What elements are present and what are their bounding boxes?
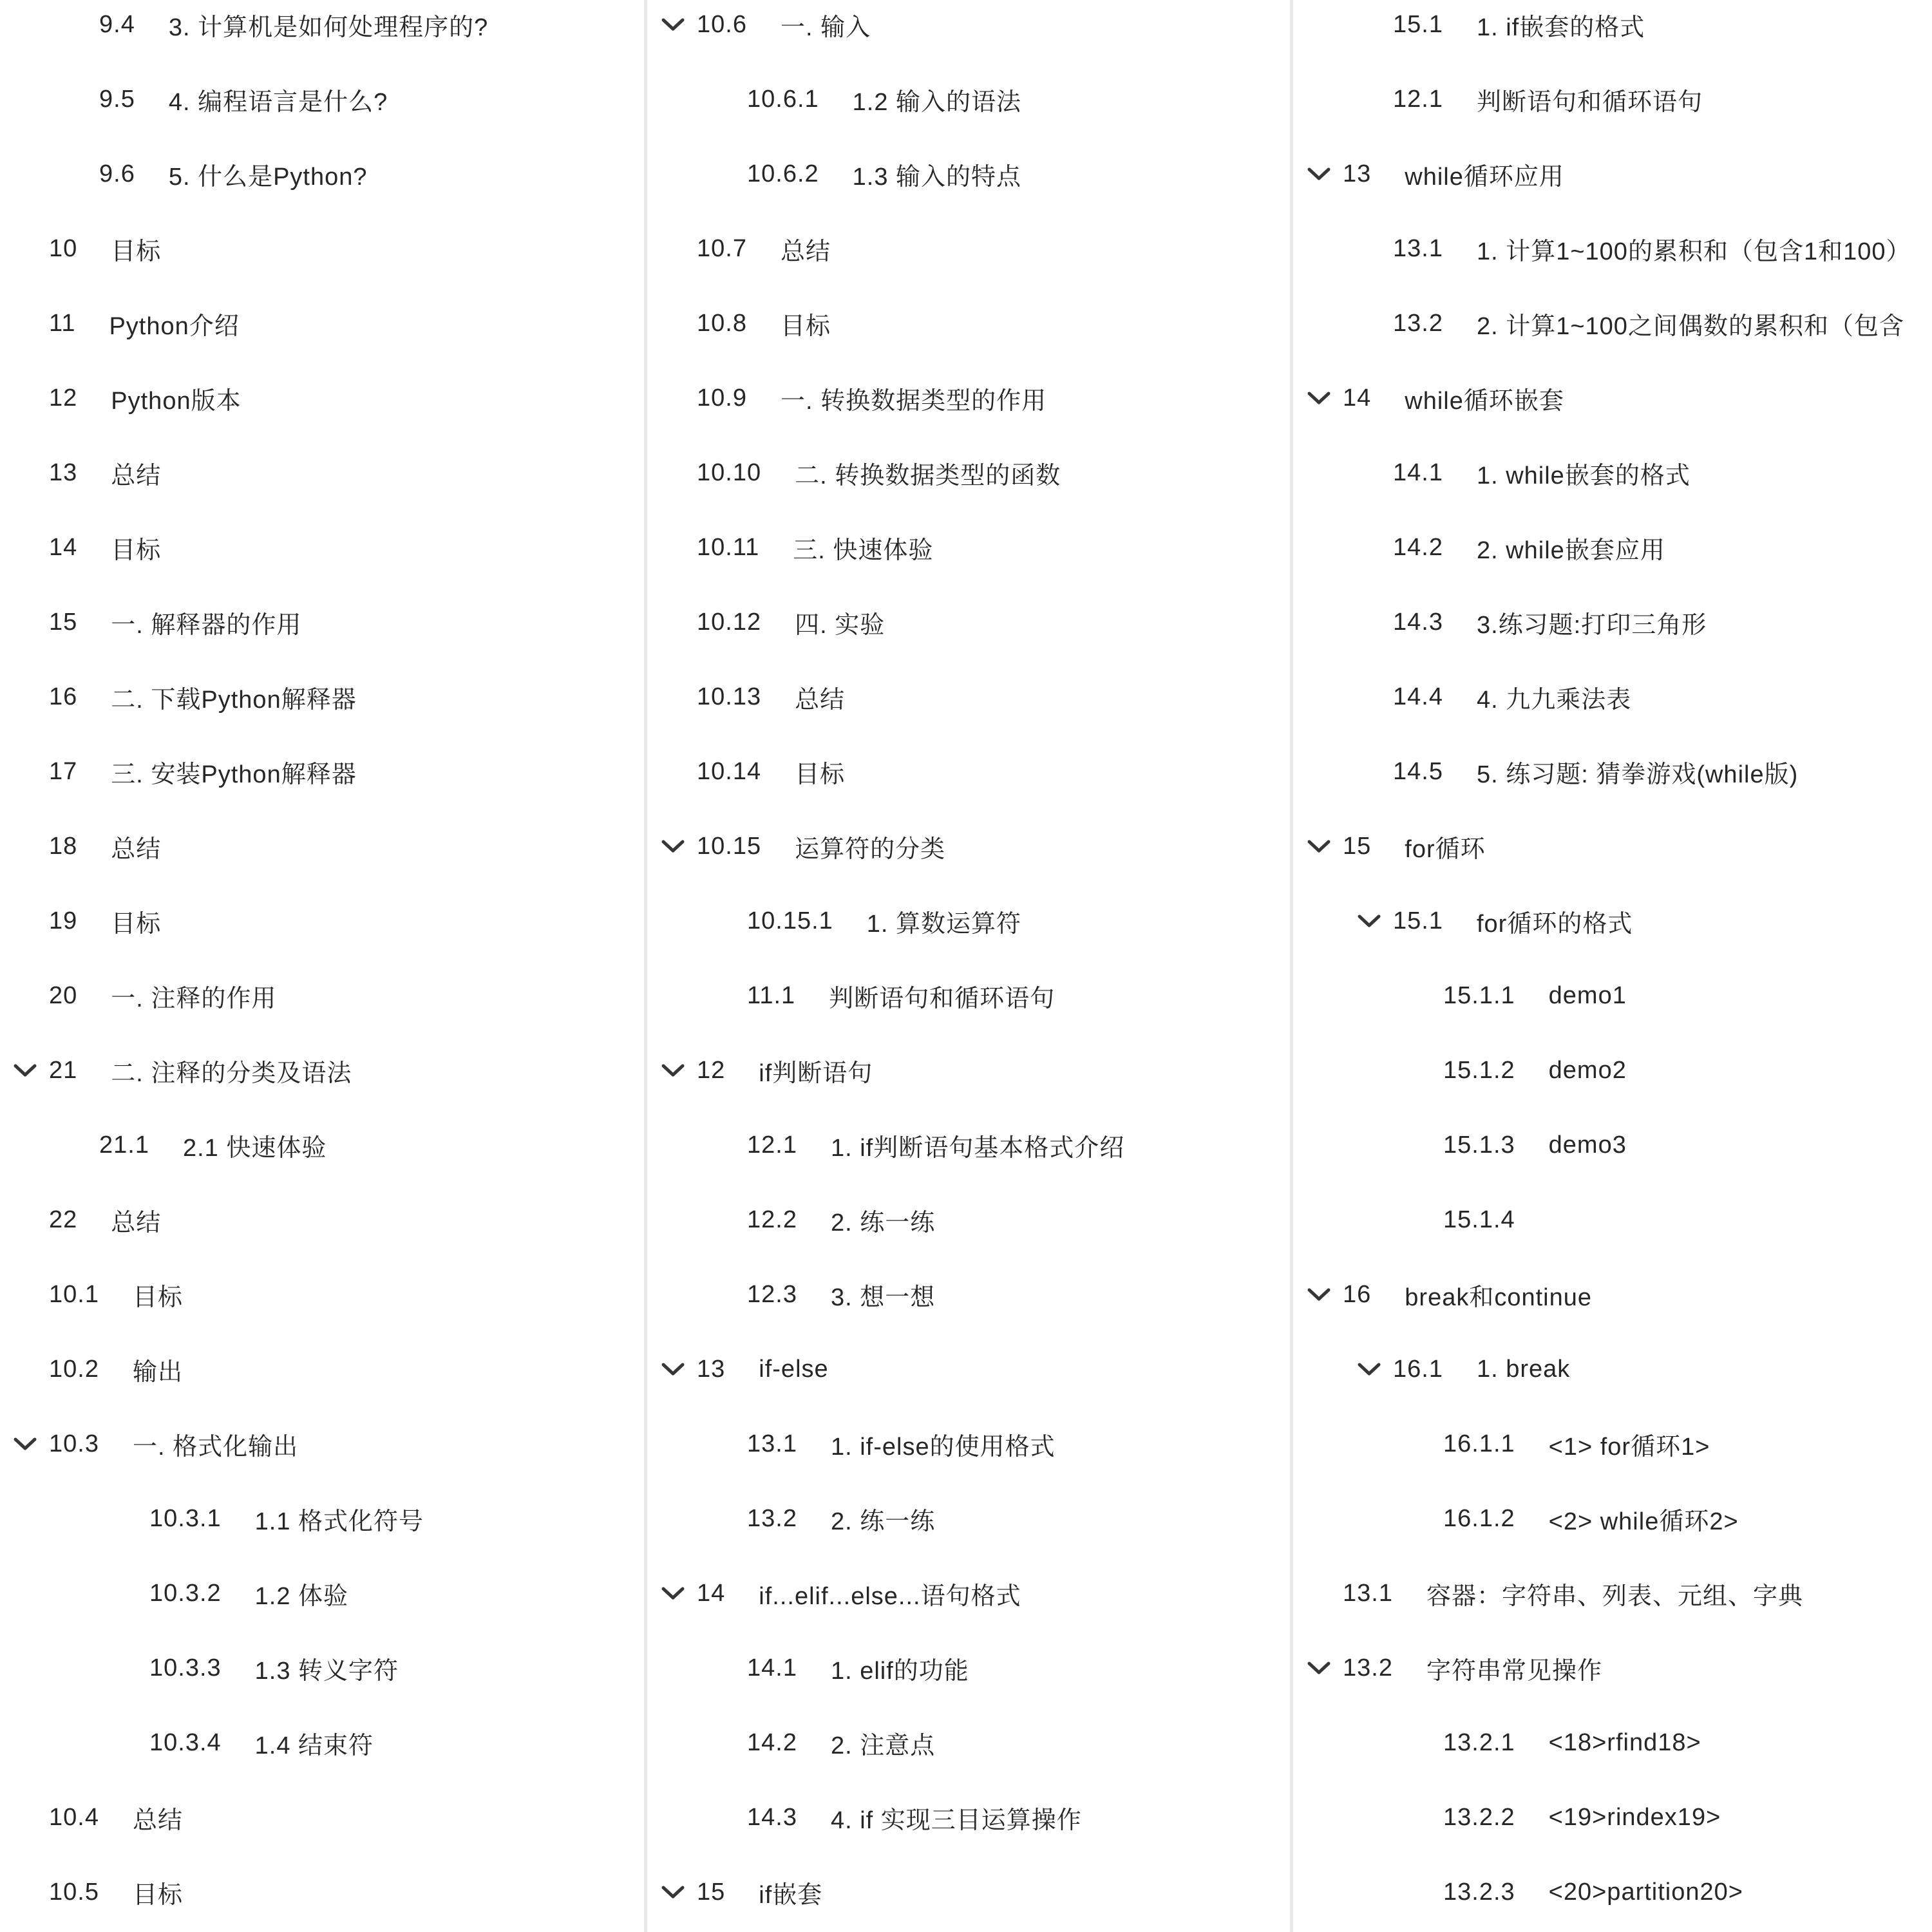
item-title: if判断语句 — [759, 1059, 873, 1087]
item-number: 12 — [49, 384, 78, 412]
outline-item[interactable] — [648, 1855, 1289, 1929]
outline-item[interactable] — [1294, 361, 1932, 435]
item-title: 总结 — [132, 1806, 183, 1834]
item-number: 13.2.2 — [1443, 1803, 1515, 1831]
item-number: 17 — [49, 757, 78, 785]
item-title: <1> for循环1> — [1548, 1433, 1710, 1461]
outline-item[interactable] — [1294, 734, 1932, 809]
outline-item[interactable] — [648, 62, 1289, 137]
outline-item[interactable] — [0, 734, 644, 809]
outline-item[interactable] — [1294, 1108, 1932, 1182]
outline-item[interactable] — [1294, 1631, 1932, 1705]
chevron-down-icon[interactable] — [1307, 166, 1331, 182]
item-title: if嵌套 — [759, 1881, 823, 1909]
item-number: 14.4 — [1393, 683, 1443, 710]
item-number: 10.13 — [697, 683, 762, 710]
outline-item[interactable] — [0, 1182, 644, 1257]
item-number: 16.1.2 — [1443, 1504, 1515, 1532]
item-title: while循环嵌套 — [1405, 387, 1564, 415]
item-title: 4. 编程语言是什么? — [168, 88, 388, 116]
item-number: 10.15.1 — [747, 907, 833, 934]
item-title: 目标 — [795, 761, 846, 788]
item-title: 4. 九九乘法表 — [1476, 686, 1632, 714]
outline-item[interactable] — [648, 1108, 1289, 1182]
outline-item[interactable] — [0, 361, 644, 435]
item-title: 总结 — [111, 835, 162, 863]
item-title: 1.4 结束符 — [254, 1732, 374, 1759]
outline-item[interactable] — [1294, 0, 1932, 62]
item-title: 二. 下载Python解释器 — [111, 686, 357, 714]
item-number: 18 — [49, 832, 78, 860]
outline-item[interactable] — [0, 1108, 644, 1182]
item-number: 9.4 — [99, 10, 135, 38]
item-title: for循环的格式 — [1476, 910, 1633, 938]
item-title: 二. 注释的分类及语法 — [111, 1059, 352, 1087]
chevron-down-icon[interactable] — [661, 1062, 685, 1079]
item-title: 总结 — [111, 462, 162, 489]
item-title: 一. 解释器的作用 — [111, 611, 302, 639]
outline-item[interactable] — [648, 137, 1289, 211]
outline-item[interactable] — [0, 585, 644, 659]
outline-item[interactable] — [1294, 1182, 1932, 1257]
outline-item[interactable] — [1294, 1257, 1932, 1332]
item-title: <2> while循环2> — [1548, 1508, 1739, 1535]
item-title: 1. 算数运算符 — [866, 910, 1022, 938]
outline-item[interactable] — [1294, 809, 1932, 884]
item-title: 目标 — [111, 910, 162, 938]
item-title: 4. if 实现三目运算操作 — [830, 1806, 1082, 1834]
item-number: 15 — [49, 608, 78, 636]
item-number: 16 — [1343, 1280, 1372, 1308]
outline-item[interactable] — [1294, 1033, 1932, 1108]
outline-item[interactable] — [648, 510, 1289, 585]
item-title: demo3 — [1548, 1131, 1627, 1159]
chevron-down-icon[interactable] — [1307, 390, 1331, 406]
outline-item[interactable] — [0, 958, 644, 1033]
outline-item[interactable] — [0, 1481, 644, 1556]
outline-item[interactable] — [0, 1631, 644, 1705]
chevron-down-icon[interactable] — [13, 1435, 37, 1452]
item-title: 3. 想一想 — [830, 1283, 936, 1311]
outline-item[interactable] — [0, 1556, 644, 1631]
item-number: 15.1.4 — [1443, 1206, 1515, 1233]
item-title: 1. if判断语句基本格式介绍 — [830, 1134, 1125, 1162]
item-number: 15 — [697, 1878, 726, 1906]
item-number: 12.3 — [747, 1280, 797, 1308]
item-title: 总结 — [795, 686, 846, 714]
item-number: 10.5 — [49, 1878, 99, 1906]
item-number: 10 — [49, 234, 78, 262]
outline-item[interactable] — [648, 1332, 1289, 1406]
item-title: 运算符的分类 — [795, 835, 946, 863]
item-number: 14.3 — [747, 1803, 797, 1831]
outline-item[interactable] — [1294, 585, 1932, 659]
item-number: 14 — [1343, 384, 1372, 412]
column-divider — [644, 0, 647, 1932]
outline-item[interactable] — [1294, 1481, 1932, 1556]
item-title: while循环应用 — [1405, 163, 1564, 191]
outline-item[interactable] — [0, 659, 644, 734]
item-number: 10.6.2 — [747, 160, 819, 187]
outline-item[interactable] — [1294, 1556, 1932, 1631]
outline-item[interactable] — [1294, 211, 1932, 286]
chevron-down-icon[interactable] — [661, 1884, 685, 1900]
item-title: <18>rfind18> — [1548, 1728, 1701, 1756]
item-title: 判断语句和循环语句 — [1476, 88, 1703, 116]
item-title: for循环 — [1405, 835, 1486, 863]
item-number: 10.4 — [49, 1803, 99, 1831]
item-title: 3.练习题:打印三角形 — [1476, 611, 1707, 639]
item-number: 21 — [49, 1056, 78, 1084]
item-title: 目标 — [111, 536, 162, 564]
item-title: 1. elif的功能 — [830, 1657, 969, 1685]
outline-item[interactable] — [648, 1481, 1289, 1556]
item-number: 14.3 — [1393, 608, 1443, 636]
outline-item[interactable] — [1294, 286, 1932, 361]
item-number: 14 — [697, 1579, 726, 1607]
outline-item[interactable] — [648, 1033, 1289, 1108]
outline-item[interactable] — [648, 0, 1289, 62]
outline-item[interactable] — [648, 659, 1289, 734]
item-number: 10.7 — [697, 234, 747, 262]
item-title: 2. 计算1~100之间偶数的累积和（包含 — [1476, 312, 1904, 340]
item-number: 10.3 — [49, 1430, 99, 1457]
outline-item[interactable] — [648, 1182, 1289, 1257]
outline-item[interactable] — [1294, 1855, 1932, 1929]
outline-item[interactable] — [648, 1406, 1289, 1481]
item-number: 13.2 — [747, 1504, 797, 1532]
chevron-down-icon[interactable] — [1307, 1660, 1331, 1676]
item-number: 10.10 — [697, 459, 762, 486]
chevron-down-icon[interactable] — [661, 1585, 685, 1602]
outline-item[interactable] — [0, 1855, 644, 1929]
outline-item[interactable] — [648, 734, 1289, 809]
chevron-down-icon[interactable] — [661, 16, 685, 33]
outline-item[interactable] — [1294, 1780, 1932, 1855]
item-title: 三. 安装Python解释器 — [111, 761, 357, 788]
item-number: 13.2.1 — [1443, 1728, 1515, 1756]
item-title: 目标 — [132, 1881, 183, 1909]
outline-item[interactable] — [0, 1780, 644, 1855]
item-number: 13.2.3 — [1443, 1878, 1515, 1906]
outline-item[interactable] — [648, 958, 1289, 1033]
item-number: 21.1 — [99, 1131, 149, 1159]
outline-item[interactable] — [0, 809, 644, 884]
item-number: 10.8 — [697, 309, 747, 337]
item-title: if...elif...else...语句格式 — [759, 1582, 1021, 1610]
item-number: 10.6.1 — [747, 85, 819, 113]
outline-item[interactable] — [648, 211, 1289, 286]
item-number: 10.15 — [697, 832, 762, 860]
outline-item[interactable] — [1294, 510, 1932, 585]
item-number: 15.1.3 — [1443, 1131, 1515, 1159]
item-number: 14.2 — [1393, 533, 1443, 561]
item-number: 10.3.1 — [149, 1504, 222, 1532]
item-title: 判断语句和循环语句 — [829, 985, 1056, 1012]
item-number: 13.2 — [1393, 309, 1443, 337]
item-title: 1. break — [1476, 1355, 1571, 1383]
outline-item[interactable] — [1294, 1406, 1932, 1481]
chevron-down-icon[interactable] — [1307, 1286, 1331, 1303]
item-title: 一. 格式化输出 — [132, 1433, 299, 1461]
item-number: 14 — [49, 533, 78, 561]
outline-item[interactable] — [648, 585, 1289, 659]
item-title: 总结 — [780, 238, 831, 265]
item-title: 一. 注释的作用 — [111, 985, 277, 1012]
outline-item[interactable] — [648, 1631, 1289, 1705]
outline-item[interactable] — [648, 809, 1289, 884]
item-number: 10.14 — [697, 757, 762, 785]
item-title: 1.3 输入的特点 — [852, 163, 1022, 191]
item-number: 19 — [49, 907, 78, 934]
item-title: demo2 — [1548, 1056, 1627, 1084]
outline-item[interactable] — [0, 211, 644, 286]
item-title: <20>partition20> — [1548, 1878, 1743, 1906]
outline-item[interactable] — [0, 1705, 644, 1780]
chevron-down-icon[interactable] — [1357, 1361, 1381, 1378]
item-title: Python版本 — [111, 387, 242, 415]
item-number: 9.6 — [99, 160, 135, 187]
outline-item[interactable] — [0, 0, 644, 62]
item-title: 1. if嵌套的格式 — [1476, 14, 1645, 41]
outline-item[interactable] — [0, 286, 644, 361]
item-title: 1. while嵌套的格式 — [1476, 462, 1690, 489]
item-title: 2. while嵌套应用 — [1476, 536, 1665, 564]
item-number: 11 — [49, 309, 76, 337]
outline-item[interactable] — [1294, 1705, 1932, 1780]
outline-item[interactable] — [0, 435, 644, 510]
outline-item[interactable] — [0, 1332, 644, 1406]
item-number: 13.1 — [747, 1430, 797, 1457]
item-number: 10.12 — [697, 608, 762, 636]
item-number: 11.1 — [747, 981, 796, 1009]
item-number: 10.11 — [697, 533, 760, 561]
item-number: 10.3.3 — [149, 1654, 222, 1681]
item-number: 14.1 — [1393, 459, 1443, 486]
item-number: 14.1 — [747, 1654, 797, 1681]
outline-item[interactable] — [648, 435, 1289, 510]
outline-column-2 — [648, 0, 1289, 1932]
item-number: 10.3.2 — [149, 1579, 222, 1607]
item-title: demo1 — [1548, 981, 1627, 1009]
item-number: 16 — [49, 683, 78, 710]
item-number: 10.2 — [49, 1355, 99, 1383]
item-number: 14.2 — [747, 1728, 797, 1756]
item-title: 2. 练一练 — [830, 1508, 936, 1535]
item-title: 目标 — [132, 1283, 183, 1311]
outline-item[interactable] — [648, 1780, 1289, 1855]
item-number: 13 — [697, 1355, 726, 1383]
chevron-down-icon[interactable] — [661, 1361, 685, 1378]
item-number: 15.1 — [1393, 10, 1443, 38]
item-title: 字符串常见操作 — [1426, 1657, 1602, 1685]
outline-item[interactable] — [648, 1257, 1289, 1332]
item-title: <19>rindex19> — [1548, 1803, 1721, 1831]
item-title: 一. 转换数据类型的作用 — [780, 387, 1047, 415]
item-number: 12.1 — [747, 1131, 797, 1159]
outline-item[interactable] — [648, 1556, 1289, 1631]
item-number: 20 — [49, 981, 78, 1009]
item-number: 10.1 — [49, 1280, 99, 1308]
outline-item[interactable] — [648, 1705, 1289, 1780]
item-number: 13.2 — [1343, 1654, 1393, 1681]
item-title: 容器：字符串、列表、元组、字典 — [1426, 1582, 1803, 1610]
outline-item[interactable] — [0, 137, 644, 211]
item-title: 目标 — [111, 238, 162, 265]
item-number: 15 — [1343, 832, 1372, 860]
outline-item[interactable] — [0, 884, 644, 958]
item-title: 1.1 格式化符号 — [254, 1508, 424, 1535]
item-number: 16.1.1 — [1443, 1430, 1515, 1457]
item-number: 13 — [49, 459, 78, 486]
item-number: 14.5 — [1393, 757, 1443, 785]
outline-item[interactable] — [1294, 659, 1932, 734]
item-title: 二. 转换数据类型的函数 — [795, 462, 1061, 489]
item-title: 5. 练习题: 猜拳游戏(while版) — [1476, 761, 1799, 788]
item-number: 15.1 — [1393, 907, 1443, 934]
item-title: 总结 — [111, 1209, 162, 1236]
item-number: 9.5 — [99, 85, 135, 113]
item-title: Python介绍 — [109, 312, 240, 340]
outline-item[interactable] — [0, 62, 644, 137]
outline-item[interactable] — [0, 1033, 644, 1108]
item-number: 15.1.1 — [1443, 981, 1515, 1009]
item-number: 13 — [1343, 160, 1372, 187]
outline-column-1 — [0, 0, 644, 1932]
item-title: if-else — [759, 1355, 829, 1383]
item-number: 13.1 — [1393, 234, 1443, 262]
chevron-down-icon[interactable] — [13, 1062, 37, 1079]
outline-item[interactable] — [0, 510, 644, 585]
item-number: 22 — [49, 1206, 78, 1233]
item-title: 1. if-else的使用格式 — [830, 1433, 1056, 1461]
item-number: 10.6 — [697, 10, 747, 38]
outline-item[interactable] — [1294, 884, 1932, 958]
item-title: 目标 — [780, 312, 831, 340]
item-title: 2.1 快速体验 — [182, 1134, 327, 1162]
item-number: 16.1 — [1393, 1355, 1443, 1383]
item-title: 3. 计算机是如何处理程序的? — [168, 14, 489, 41]
item-number: 13.1 — [1343, 1579, 1393, 1607]
item-title: 1.2 体验 — [254, 1582, 349, 1610]
item-number: 10.3.4 — [149, 1728, 222, 1756]
item-number: 12.2 — [747, 1206, 797, 1233]
outline-column-3 — [1294, 0, 1932, 1932]
item-title: 1. 计算1~100的累积和（包含1和100） — [1476, 238, 1911, 265]
item-number: 12 — [697, 1056, 726, 1084]
item-title: 5. 什么是Python? — [168, 163, 368, 191]
item-title: 1.3 转义字符 — [254, 1657, 399, 1685]
chevron-down-icon[interactable] — [1307, 838, 1331, 855]
item-title: 2. 注意点 — [830, 1732, 936, 1759]
outline-item[interactable] — [1294, 958, 1932, 1033]
item-number: 10.9 — [697, 384, 747, 412]
outline-item[interactable] — [1294, 137, 1932, 211]
column-divider — [1290, 0, 1293, 1932]
outline-item[interactable] — [648, 286, 1289, 361]
item-number: 12.1 — [1393, 85, 1443, 113]
outline-item[interactable] — [648, 884, 1289, 958]
item-title: 一. 输入 — [780, 14, 871, 41]
outline-item[interactable] — [0, 1257, 644, 1332]
item-number: 15.1.2 — [1443, 1056, 1515, 1084]
outline-item[interactable] — [1294, 435, 1932, 510]
item-title: break和continue — [1405, 1283, 1593, 1311]
item-title: 2. 练一练 — [830, 1209, 936, 1236]
outline-item[interactable] — [648, 361, 1289, 435]
chevron-down-icon[interactable] — [1357, 913, 1381, 929]
outline-item[interactable] — [0, 1406, 644, 1481]
outline-item[interactable] — [1294, 1332, 1932, 1406]
chevron-down-icon[interactable] — [661, 838, 685, 855]
item-title: 1.2 输入的语法 — [852, 88, 1022, 116]
item-title: 四. 实验 — [795, 611, 886, 639]
outline-item[interactable] — [1294, 62, 1932, 137]
item-title: 输出 — [132, 1358, 183, 1386]
item-title: 三. 快速体验 — [793, 536, 934, 564]
